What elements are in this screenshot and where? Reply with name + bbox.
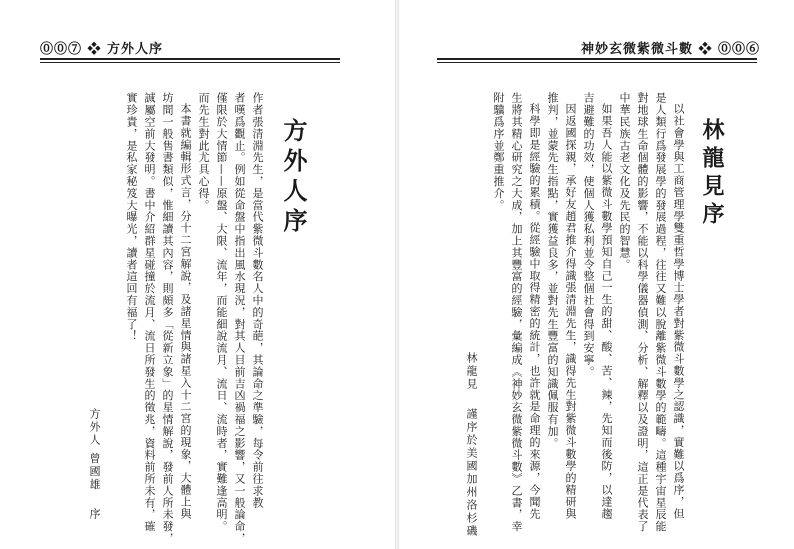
right-signature-name: 林龍見 [465,352,478,391]
right-text-column: 對地球生命個體的影響，不能以科學儀器偵測、分析、解釋以及證明，這正是代表了 [636,92,649,533]
right-text-column: 推判，並蒙先生指點，實獲益良多，並對先生豐富的知識佩服有加。 [546,92,559,449]
left-text-column: 而先生對此尤具心得。 [197,92,210,211]
left-text-column: 實珍貴，是私家秘笈大曝光，讀者這回有福了！ [125,92,138,342]
left-text-column: 作者張清淵先生，是當代紫微斗數名人中的奇葩，其論命之準驗，每令前往求教 [251,92,264,509]
left-page-title: 方外人序 [279,118,308,238]
left-text-column: 者嘆爲觀止。例如從命盤中指出風水現況，對其人目前吉凶禍福之影響，又一般論命， [233,92,246,545]
left-text-column: 坊間一般售書類似，惟細讀其內容，則頗多「從新立象」的星情解說，發前人所未發， [161,92,174,545]
right-text-column: 吉避難的功效，使個人獲私利並令整個社會得到安寧。 [582,92,595,378]
right-signature-suffix: 謹序於美國加州洛杉磯 [465,408,478,538]
right-header-rule [437,58,757,60]
left-text-column: 誠屬空前大發明。書中介紹群星碰撞於流月、流日所發生的徵兆，資料前所未有，確 [143,92,156,533]
left-text-column: 本書就編輯形式言，分十二宮解說，及諸星情與諸星入十二宮的現象，大體上與 [179,103,192,520]
right-text-column: 是人類行爲發展學的發展過程，往往又難以脫離紫微斗數學的範疇。這種宇宙星辰能 [654,92,667,533]
right-text-column: 以社會學與工商管理學雙重哲學博士學者對紫微斗數學之認識，實難以爲序，但 [672,103,685,520]
left-header-rule [40,58,340,60]
right-page-header: 神妙玄微紫微斗數 ❖ ⓪⓪⑥ [580,42,760,57]
right-text-column: 生將其精心研究之大成，加上其豐富的經驗，彙編成《神妙玄微紫微斗數》乙書，幸 [510,92,523,533]
right-text-column: 科學即是經驗的累積。從經驗中取得精密的統計，也許就是命理的來源，今聞先 [528,103,541,520]
right-text-column: 因返國探親，承好友趙君推介得識張清淵先生，識得先生對紫微斗數學的精研與 [564,103,577,520]
left-page-header: ⓪⓪⑦ ❖ 方外人序 [40,42,164,57]
right-page [397,0,794,549]
left-text-column: 僅限於大情節——原盤、大限、流年，而能細說流月、流日、流時者，實難逢高明。 [215,92,228,533]
right-text-column: 附驥爲序並鄭重推介。 [492,92,505,211]
left-signature-suffix: 序 [88,508,101,521]
right-text-column: 如果吾人能以紫微斗數學預知自己一生的甜、酸、苦、辣，先知而後防，以達趨 [600,103,613,520]
right-page-title: 林龍見序 [699,118,725,230]
right-text-column: 中華民族古老文化及先民的智慧。 [618,92,631,271]
left-signature-name: 方外人 曾國雄 [88,408,101,492]
